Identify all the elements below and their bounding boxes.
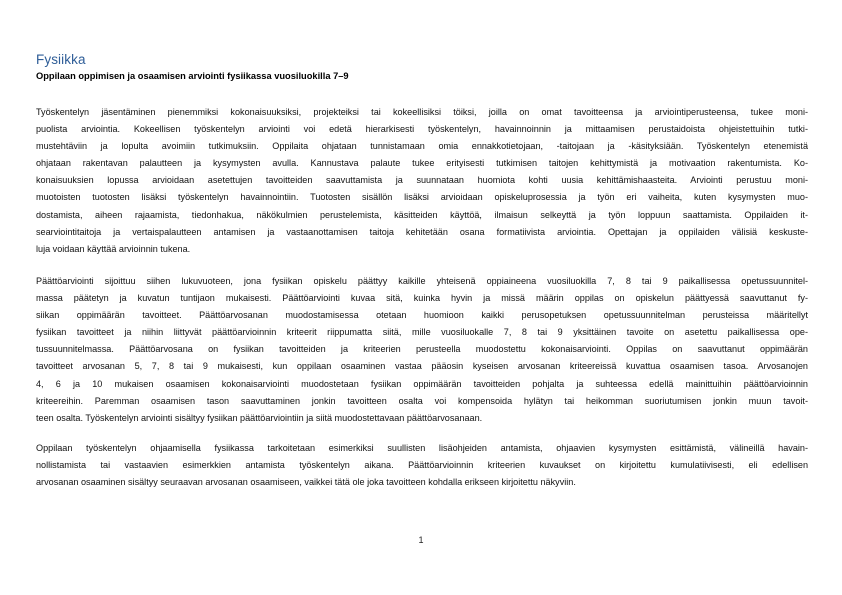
text-line: 4, 6 ja 10 mukaisen osaamisen kokonaisarviointi muodostetaan fysiikan oppimäärän tavoitteiden pohjalta ja suhteessa edellä mainittuihin päättöarvioinnin — [36, 378, 808, 389]
text-line: siikan oppimäärän tavoitteet. Päättöarvosanan muodostamisessa otetaan huomioon kaikki perusopetuksen opetussuunnitelman perusteissa määritellyt — [36, 310, 808, 321]
text-line: arvosanan osaaminen sisältyy seuraavan arvosanan osaamiseen, vaikkei tätä ole joka tavoitteen kohdalla erikseen kirjoitettu näkyviin. — [36, 477, 576, 488]
text-line: kriteereihin. Paremman osaamisen tason saavuttaminen jonkin tavoitteen osalta voi kompensoida hylätyn tai heikomman suoriutumisen jonkin muun tavoit- — [36, 395, 808, 406]
paragraph-assessment — [36, 104, 808, 258]
text-line: searviointitaitoja ja vertaispalautteen antamisen ja vastaanottamisen taitoja kehitetään osana formatiivista arviointia. Opettajan ja oppilaiden välisiä keskuste- — [36, 226, 808, 237]
text-line: fysiikan tavoitteet ja niihin liittyvät päättöarvioinnin kriteerit riippumatta siitä, mille vuosiluokalle 7, 8 tai 9 yksittäinen tavoite on asetettu paikallisessa ope- — [36, 327, 808, 338]
text-line: muotoisten tuotosten lisäksi työskentelyn havainnointiin. Tuotosten sisällön lisäksi arvioidaan opiskeluprosessia ja työn eri vaiheita, kuten kysymysten muo- — [36, 192, 808, 203]
text-line: Oppilaan työskentelyn ohjaamisella fysiikassa tarkoitetaan esimerkiksi suullisten lisäohjeiden antamista, ohjaavien kysymysten esittämistä, välineillä havain- — [36, 443, 808, 453]
text-line: Työskentelyn jäsentäminen pienemmiksi kokonaisuuksiksi, projekteiksi tai kokeellisiksi töiksi, joilla on omat tavoitteensa ja arviointiperusteensa, tukee moni- — [36, 107, 808, 117]
document-subtitle: Oppilaan oppimisen ja osaamisen arviointi fysiikassa vuosiluokilla 7–9 — [36, 71, 349, 81]
text-line: teen osalta. Työskentelyn arviointi sisältyy fysiikan päättöarviointiin ja siitä muodostettavaan päättöarvosanaan. — [36, 412, 483, 423]
text-line: puolista arviointia. Kokeellisen työskentelyn arviointi voi edetä hierarkisesti työskentelyn, havainnoinnin ja mittaamisen perustaidoista ohjeistettuihin tutki- — [36, 124, 808, 135]
text-line: konaisuuksien lopussa arvioidaan asetettujen tavoitteiden saavuttamista ja suunnataan huomiota kohti uusia kehittämishaasteita. Arviointi perustuu moni- — [36, 175, 808, 186]
text-line: ohjataan rakentavan palautteen ja kysymysten avulla. Kannustava palaute tukee erityisesti tutkimisen taitojen kehittymistä ja motivaation rakentumista. Ko- — [36, 158, 808, 169]
document-title: Fysiikka — [36, 52, 86, 67]
text-line: luja voidaan käyttää arvioinnin tukena. — [36, 243, 191, 254]
paragraph-guidance — [36, 440, 808, 491]
text-line: mustehtäviin ja lopulta avoimiin tutkimuksiin. Oppilaita ohjataan tunnistamaan omia ennakkotietojaan, -taitojaan ja -käsityksiään. Työskentelyn etenemistä — [36, 141, 808, 152]
text-line: tavoitteet arvosanan 5, 7, 8 tai 9 mukaisesti, kun oppilaan osaaminen vastaa pääosin kyseisen arvosanan kriteereissä kuvattua osaamisen tasoa. Arvosanojen — [36, 361, 808, 372]
page-number: 1 — [418, 535, 424, 545]
text-line: dostamista, aiheen rajaamista, tiedonhakua, näkökulmien perustelemista, käsitteiden käyttöä, ilmaisun selkeyttä ja työn loppuun saattamista. Oppilaiden it- — [36, 209, 808, 220]
text-line: massa päätetyn ja kuvatun tuntijaon mukaisesti. Päättöarviointi kuvaa sitä, kuinka hyvin ja missä määrin oppilas on opiskelun päättyessä saavuttanut fy- — [36, 293, 808, 304]
text-line: Päättöarviointi sijoittuu siihen lukuvuoteen, jona fysiikan opiskelu päättyy kaikille yhteisenä oppiaineena vuosiluokilla 7, 8 tai 9 paikallisessa opetussuunnitel- — [36, 276, 808, 286]
paragraph-final-assessment — [36, 273, 808, 427]
text-line: nollistamista tai vastaavien esimerkkien antamista työskentelyn aikana. Päättöarvioinnin kriteerien kuvaukset on kirjoitettu kumulatiivisesti, eli edellisen — [36, 460, 808, 471]
text-line: tussuunnitelmassa. Päättöarvosana on fysiikan tavoitteiden ja kriteerien perusteella muodostettu kokonaisarviointi. Oppilas on saavuttanut oppimäärän — [36, 344, 808, 355]
